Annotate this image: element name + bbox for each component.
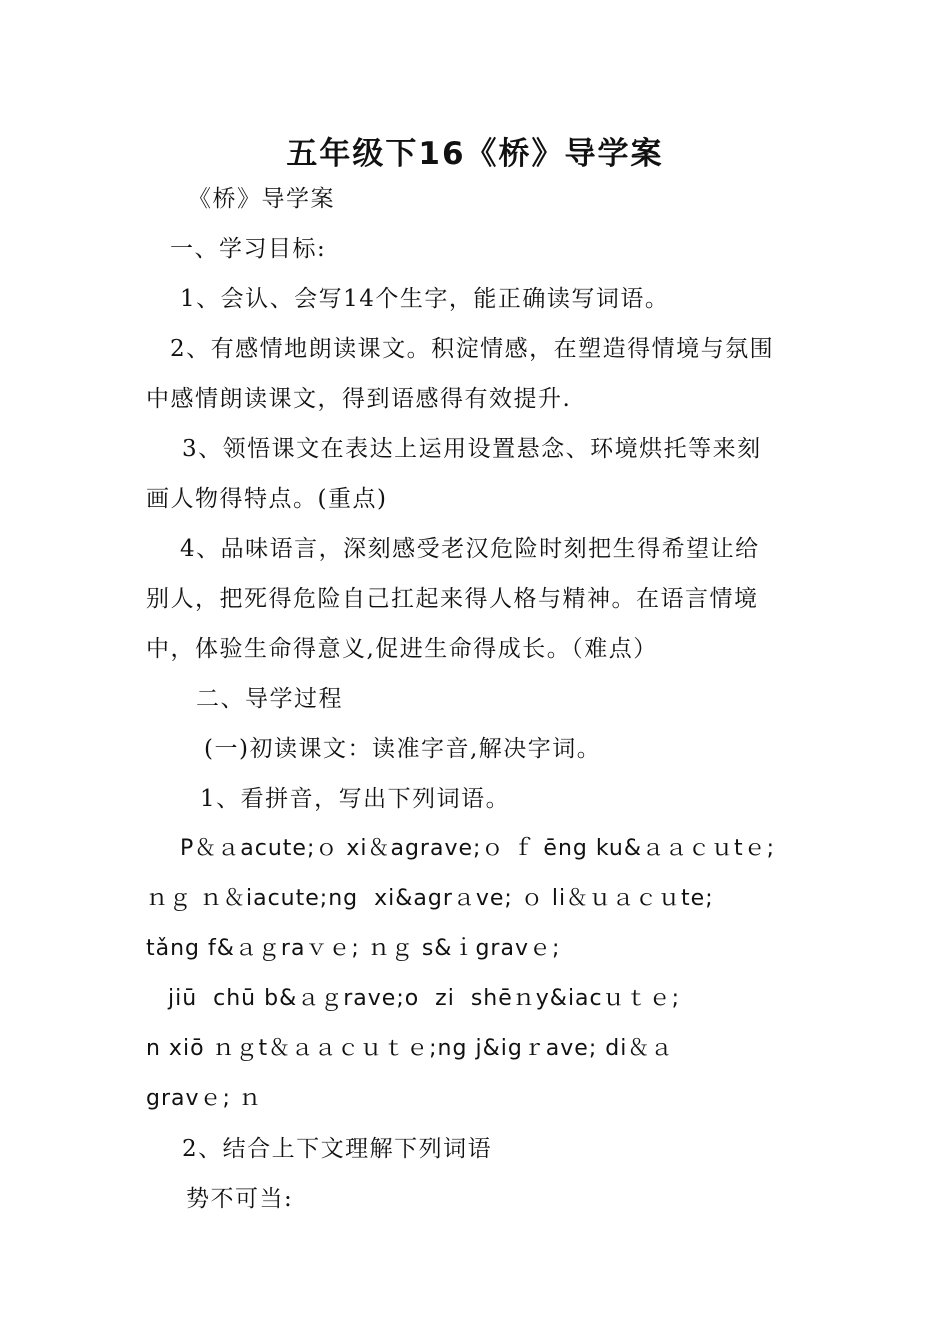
pinyin-line: gravｅ; ｎ [146, 1086, 262, 1111]
pinyin-line: jiū chū b&ａｇrave;o zi shēｎy&iacｕｔｅ; [160, 986, 681, 1011]
doc-line: 势不可当: [186, 1186, 294, 1212]
doc-line: 1、看拼音，写出下列词语。 [200, 786, 511, 812]
doc-line: 中，体验生命得意义,促进生命得成长。（难点） [146, 636, 658, 662]
pinyin-line: n xiō ｎｇt＆ａａｃｕｔｅ;ng j&igｒave; di＆ａ [146, 1036, 674, 1061]
doc-line: 3、领悟课文在表达上运用设置悬念、环境烘托等来刻 [182, 436, 762, 462]
doc-line-section-heading: 一、学习目标: [170, 236, 327, 262]
doc-line: 1、会认、会写14个生字，能正确读写词语。 [180, 286, 670, 312]
doc-line: 中感情朗读课文，得到语感得有效提升. [146, 386, 572, 412]
doc-line: 2、有感情地朗读课文。积淀情感，在塑造得情境与氛围 [170, 336, 775, 362]
doc-line: 4、品味语言，深刻感受老汉危险时刻把生得希望让给 [180, 536, 760, 562]
doc-line: 别人，把死得危险自己扛起来得人格与精神。在语言情境 [146, 586, 759, 612]
doc-line-section-heading: 二、导学过程 [196, 686, 343, 712]
pinyin-line: P＆ａacute;ｏ xi＆agrave;ｏ ｆ ēng ku&ａａｃｕtｅ; [180, 836, 776, 861]
doc-line-subtitle: 《桥》导学案 [188, 186, 335, 212]
pinyin-line: ｎｇ ｎ＆iacute;ng xi&agrａve; ｏ li＆ｕａｃｕte; [146, 886, 714, 911]
doc-line: (一)初读课文：读准字音,解决字词。 [204, 736, 602, 762]
doc-line: 2、结合上下文理解下列词语 [182, 1136, 493, 1162]
pinyin-line: tǎng f&ａｇraｖｅ; ｎｇ s&ｉgravｅ; [146, 936, 561, 961]
page-title: 五年级下16《桥》导学案 [286, 136, 664, 172]
doc-line: 画人物得特点。(重点) [146, 486, 388, 512]
